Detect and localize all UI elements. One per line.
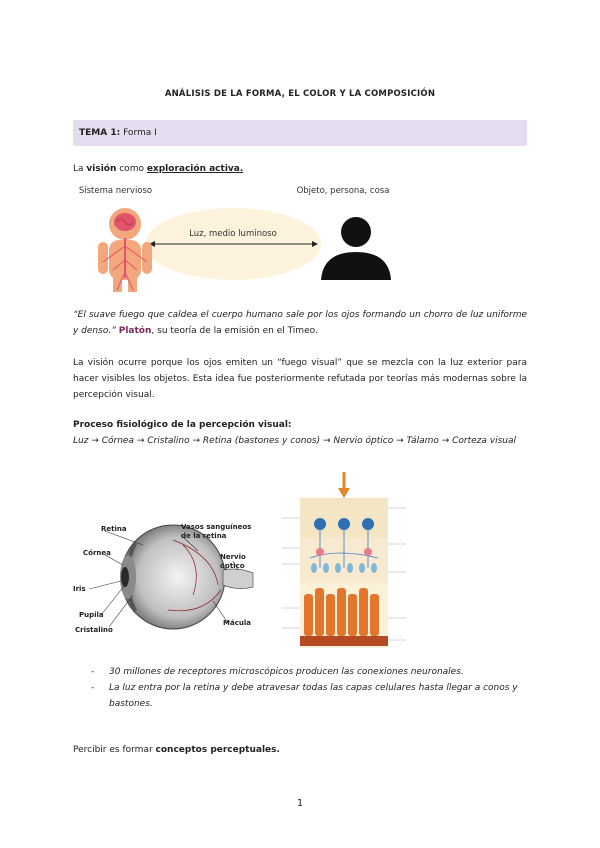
tema-bar [73, 120, 527, 146]
bullet-ul [91, 664, 527, 712]
intro-middle: como [116, 164, 147, 174]
quote-paragraph [73, 307, 527, 339]
closing-bold: conceptos perceptuales. [155, 745, 280, 755]
page-title: ANÁLISIS DE LA FORMA, EL COLOR Y LA COMPOSICIÓN [164, 89, 436, 99]
person-silhouette-icon [321, 217, 391, 280]
medium-label: Luz, medio luminoso [189, 229, 277, 239]
page-number: 1 [296, 798, 304, 809]
quote-author: Platón [118, 326, 152, 336]
label-pupila: Pupila [79, 611, 104, 619]
label-cristalino: Cristalino [75, 626, 113, 634]
process-title: Proceso fisiológico de la percepción visual: [73, 420, 292, 430]
vision-diagram [73, 182, 393, 292]
intro-prefix: La [73, 164, 87, 174]
quote-rest: , su teoría de la emisión en el Timeo. [151, 326, 318, 336]
quote-text: “El suave fuego que caldea el cuerpo humano sale por los ojos formando un chorro de luz uniforme y denso.” [73, 310, 527, 336]
closing-line [73, 742, 280, 758]
retina-layers-diagram [278, 468, 418, 654]
process-chain: Luz → Córnea → Cristalino → Retina (bastones y conos) → Nervio óptico → Tálamo → Corteza visual [73, 436, 517, 446]
left-label: Sistema nervioso [78, 186, 153, 196]
label-nervio: Nervio óptico [220, 553, 246, 570]
eye-diagram [73, 515, 263, 640]
label-vasos: Vasos sanguíneos de la retina [181, 523, 252, 540]
nervous-system-icon [98, 208, 152, 292]
closing-prefix: Percibir es formar [73, 745, 156, 755]
intro-vision: visión [86, 164, 117, 174]
tema-name: Forma I [123, 128, 157, 138]
label-retina: Retina [101, 525, 127, 533]
bullet-list [91, 664, 527, 712]
retina-layers-illustration [278, 468, 418, 654]
intro-line [73, 161, 243, 177]
bullet-item-2: - La luz entra por la retina y debe atravesar todas las capas celulares hasta llegar a conos y bastones. [91, 680, 527, 712]
label-cornea: Córnea [83, 549, 111, 557]
label-macula: Mácula [223, 619, 251, 627]
bullet-item-1: - 30 millones de receptores microscópicos producen las conexiones neuronales. [91, 664, 527, 680]
intro-exploration: exploración activa. [146, 164, 244, 174]
right-label: Objeto, persona, cosa [296, 186, 390, 196]
label-iris: Iris [73, 585, 86, 593]
emission-paragraph: La visión ocurre porque los ojos emiten un “fuego visual” que se mezcla con la luz exterior para hacer visibles los objetos. Esta idea fue posteriormente refutada por teorías más modernas sobre la percepción visual. [73, 358, 527, 400]
tema-label: TEMA 1: [79, 128, 121, 138]
